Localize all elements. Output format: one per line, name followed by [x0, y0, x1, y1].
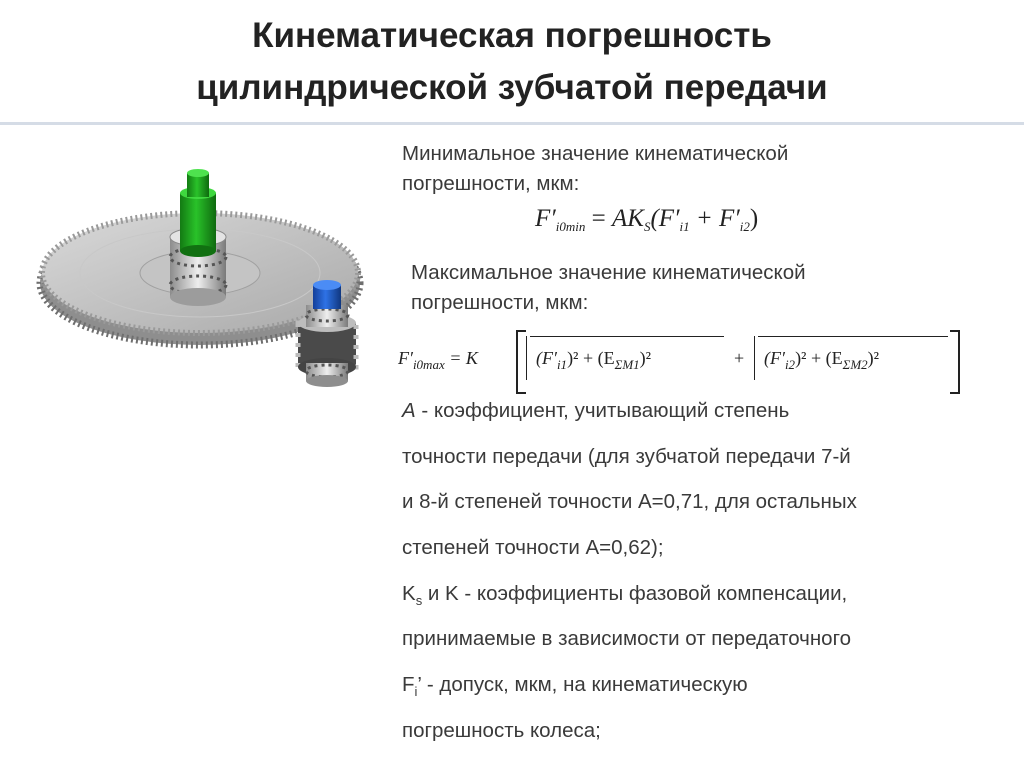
var-k: K — [402, 581, 416, 605]
min-formula-sub1: i1 — [679, 219, 690, 234]
min-formula-sub2: i2 — [739, 219, 750, 234]
min-label-line-2: погрешности, мкм: — [402, 172, 580, 195]
min-formula-close: ) — [749, 205, 759, 232]
gear-pair-illustration — [30, 165, 390, 400]
max-formula — [398, 330, 963, 392]
definition-f-line-1: $F_i$’ - допуск, мкм, на кинематическую — [402, 673, 748, 700]
max-formula-t2-end: )² — [867, 348, 880, 368]
definitions — [402, 393, 1002, 759]
min-formula-lhs-sub: i0min — [555, 219, 586, 234]
definition-a-line-4: степеней точности А=0,62); — [402, 536, 664, 560]
definition-f-line-2: погрешность колеса; — [402, 718, 601, 742]
max-label-line-1: Максимальное значение кинематической — [411, 261, 806, 284]
min-label-line-1: Минимальное значение кинематической — [402, 142, 789, 165]
min-label — [402, 139, 788, 199]
max-formula-t2-e-sub: ΣM2 — [842, 357, 868, 372]
max-formula-sqrt-1-tick — [526, 336, 527, 380]
min-formula — [535, 205, 758, 235]
max-formula-bracket-right — [950, 330, 960, 394]
slide-title — [0, 10, 1024, 114]
title-divider — [0, 122, 1024, 125]
max-formula-t2-f-sub: i2 — [784, 357, 796, 372]
title-line-1: Кинематическая погрешность — [252, 16, 772, 55]
max-formula-lhs: F′ — [398, 348, 413, 368]
var-f: F — [402, 673, 415, 697]
small-gear — [298, 305, 356, 387]
max-formula-bracket-left — [516, 330, 526, 394]
max-formula-sqrt-2-tick — [754, 336, 755, 380]
green-shaft — [180, 169, 216, 257]
definition-a-line-1: A - коэффициент, учитывающий степень — [402, 399, 790, 422]
min-formula-equals: = — [591, 205, 606, 232]
var-f-sub: i — [414, 684, 418, 700]
max-formula-plus: + — [734, 348, 745, 368]
max-formula-lhs-sub: i0max — [412, 357, 445, 372]
max-formula-equals: = K — [449, 348, 478, 368]
var-k-sub: s — [415, 592, 423, 608]
max-formula-t1-f-sub: i1 — [556, 357, 568, 372]
max-label-line-2: погрешности, мкм: — [411, 291, 589, 314]
title-line-2: цилиндрической зубчатой передачи — [196, 68, 828, 107]
var-a: A — [402, 399, 416, 422]
min-formula-a-sub: S — [643, 219, 651, 234]
max-formula-t1-end: )² — [639, 348, 652, 368]
definition-k-line-1: $K_s$ и K - коэффициенты фазовой компенсации, — [402, 581, 848, 608]
definition-a-line-3: и 8-й степеней точности А=0,71, для остальных — [402, 490, 857, 514]
definition-a-line-2: точности передачи (для зубчатой передачи 7-й — [402, 444, 851, 468]
max-formula-t1-mid: )² + (E — [567, 348, 615, 368]
min-formula-a: AK — [611, 205, 644, 232]
min-formula-plus: + F′ — [695, 205, 740, 232]
max-formula-t1-e-sub: ΣM1 — [614, 357, 640, 372]
definition-k-line-2: принимаемые в зависимости от передаточного — [402, 627, 851, 651]
min-formula-open: (F′ — [650, 205, 680, 232]
max-formula-t2-mid: )² + (E — [795, 348, 843, 368]
max-formula-t1-f: (F′ — [536, 348, 557, 368]
blue-shaft — [313, 280, 341, 309]
max-formula-t2-f: (F′ — [764, 348, 785, 368]
min-formula-lhs: F′ — [535, 205, 556, 232]
max-label — [411, 258, 806, 318]
